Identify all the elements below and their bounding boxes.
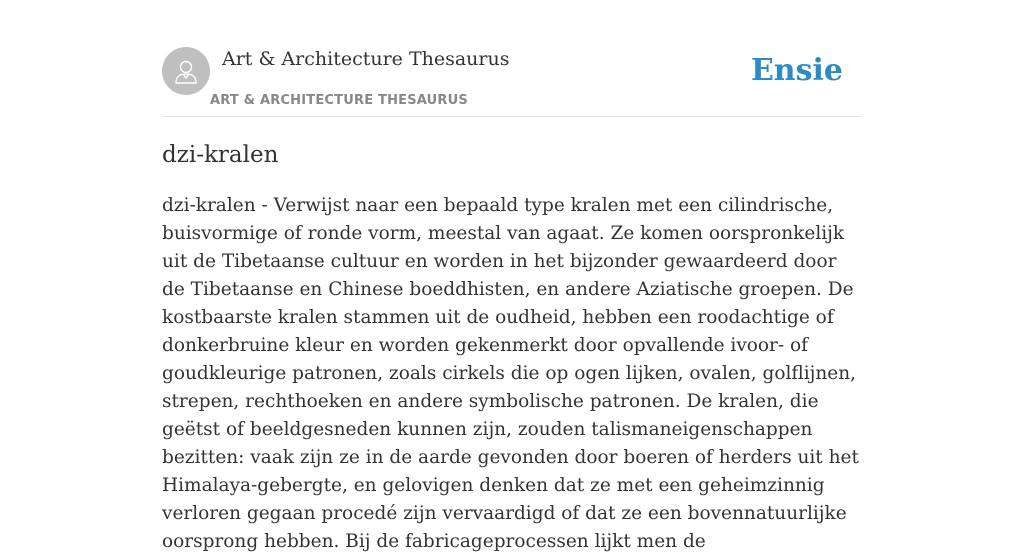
user-icon	[171, 56, 201, 86]
entry-definition: dzi-kralen - Verwijst naar een bepaald type kralen met een cilindrische, buisvormige of ronde vorm, meestal van agaat. Ze komen oorspronkelijk uit de Tibetaanse cultuur en worden in het bijzonder gewaardeerd door de Tibetaanse en Chinese boeddhisten, en andere Aziatische groepen. De kostbaarste kralen stammen uit de oudheid, hebben een roodachtige of donkerbruine kleur en worden gekenmerkt door opvallende ivoor- of goudkleurige patronen, zoals cirkels die op ogen lijken, ovalen, golflijnen, strepen, rechthoeken en andere symbolische patronen. De kralen, die geëtst of beeldgesneden kunnen zijn, zouden talismaneigenschappen bezitten: vaak zijn ze in de aarde gevonden door boeren of herders uit het Himalaya-gebergte, en gelovigen denken dat ze met een geheimzinnig verloren gegaan procedé zijn vervaardigd of dat ze een bovennatuurlijke oorsprong hebben. Bij de fabricageprocessen lijkt men de	[162, 195, 859, 552]
source-header	[162, 47, 862, 117]
entry-term: dzi-kralen	[162, 142, 279, 168]
avatar[interactable]	[162, 47, 210, 95]
source-subtitle[interactable]: ART & ARCHITECTURE THESAURUS	[210, 93, 468, 108]
source-title[interactable]: Art & Architecture Thesaurus	[222, 48, 510, 70]
ensie-logo[interactable]: Ensie	[750, 53, 843, 88]
